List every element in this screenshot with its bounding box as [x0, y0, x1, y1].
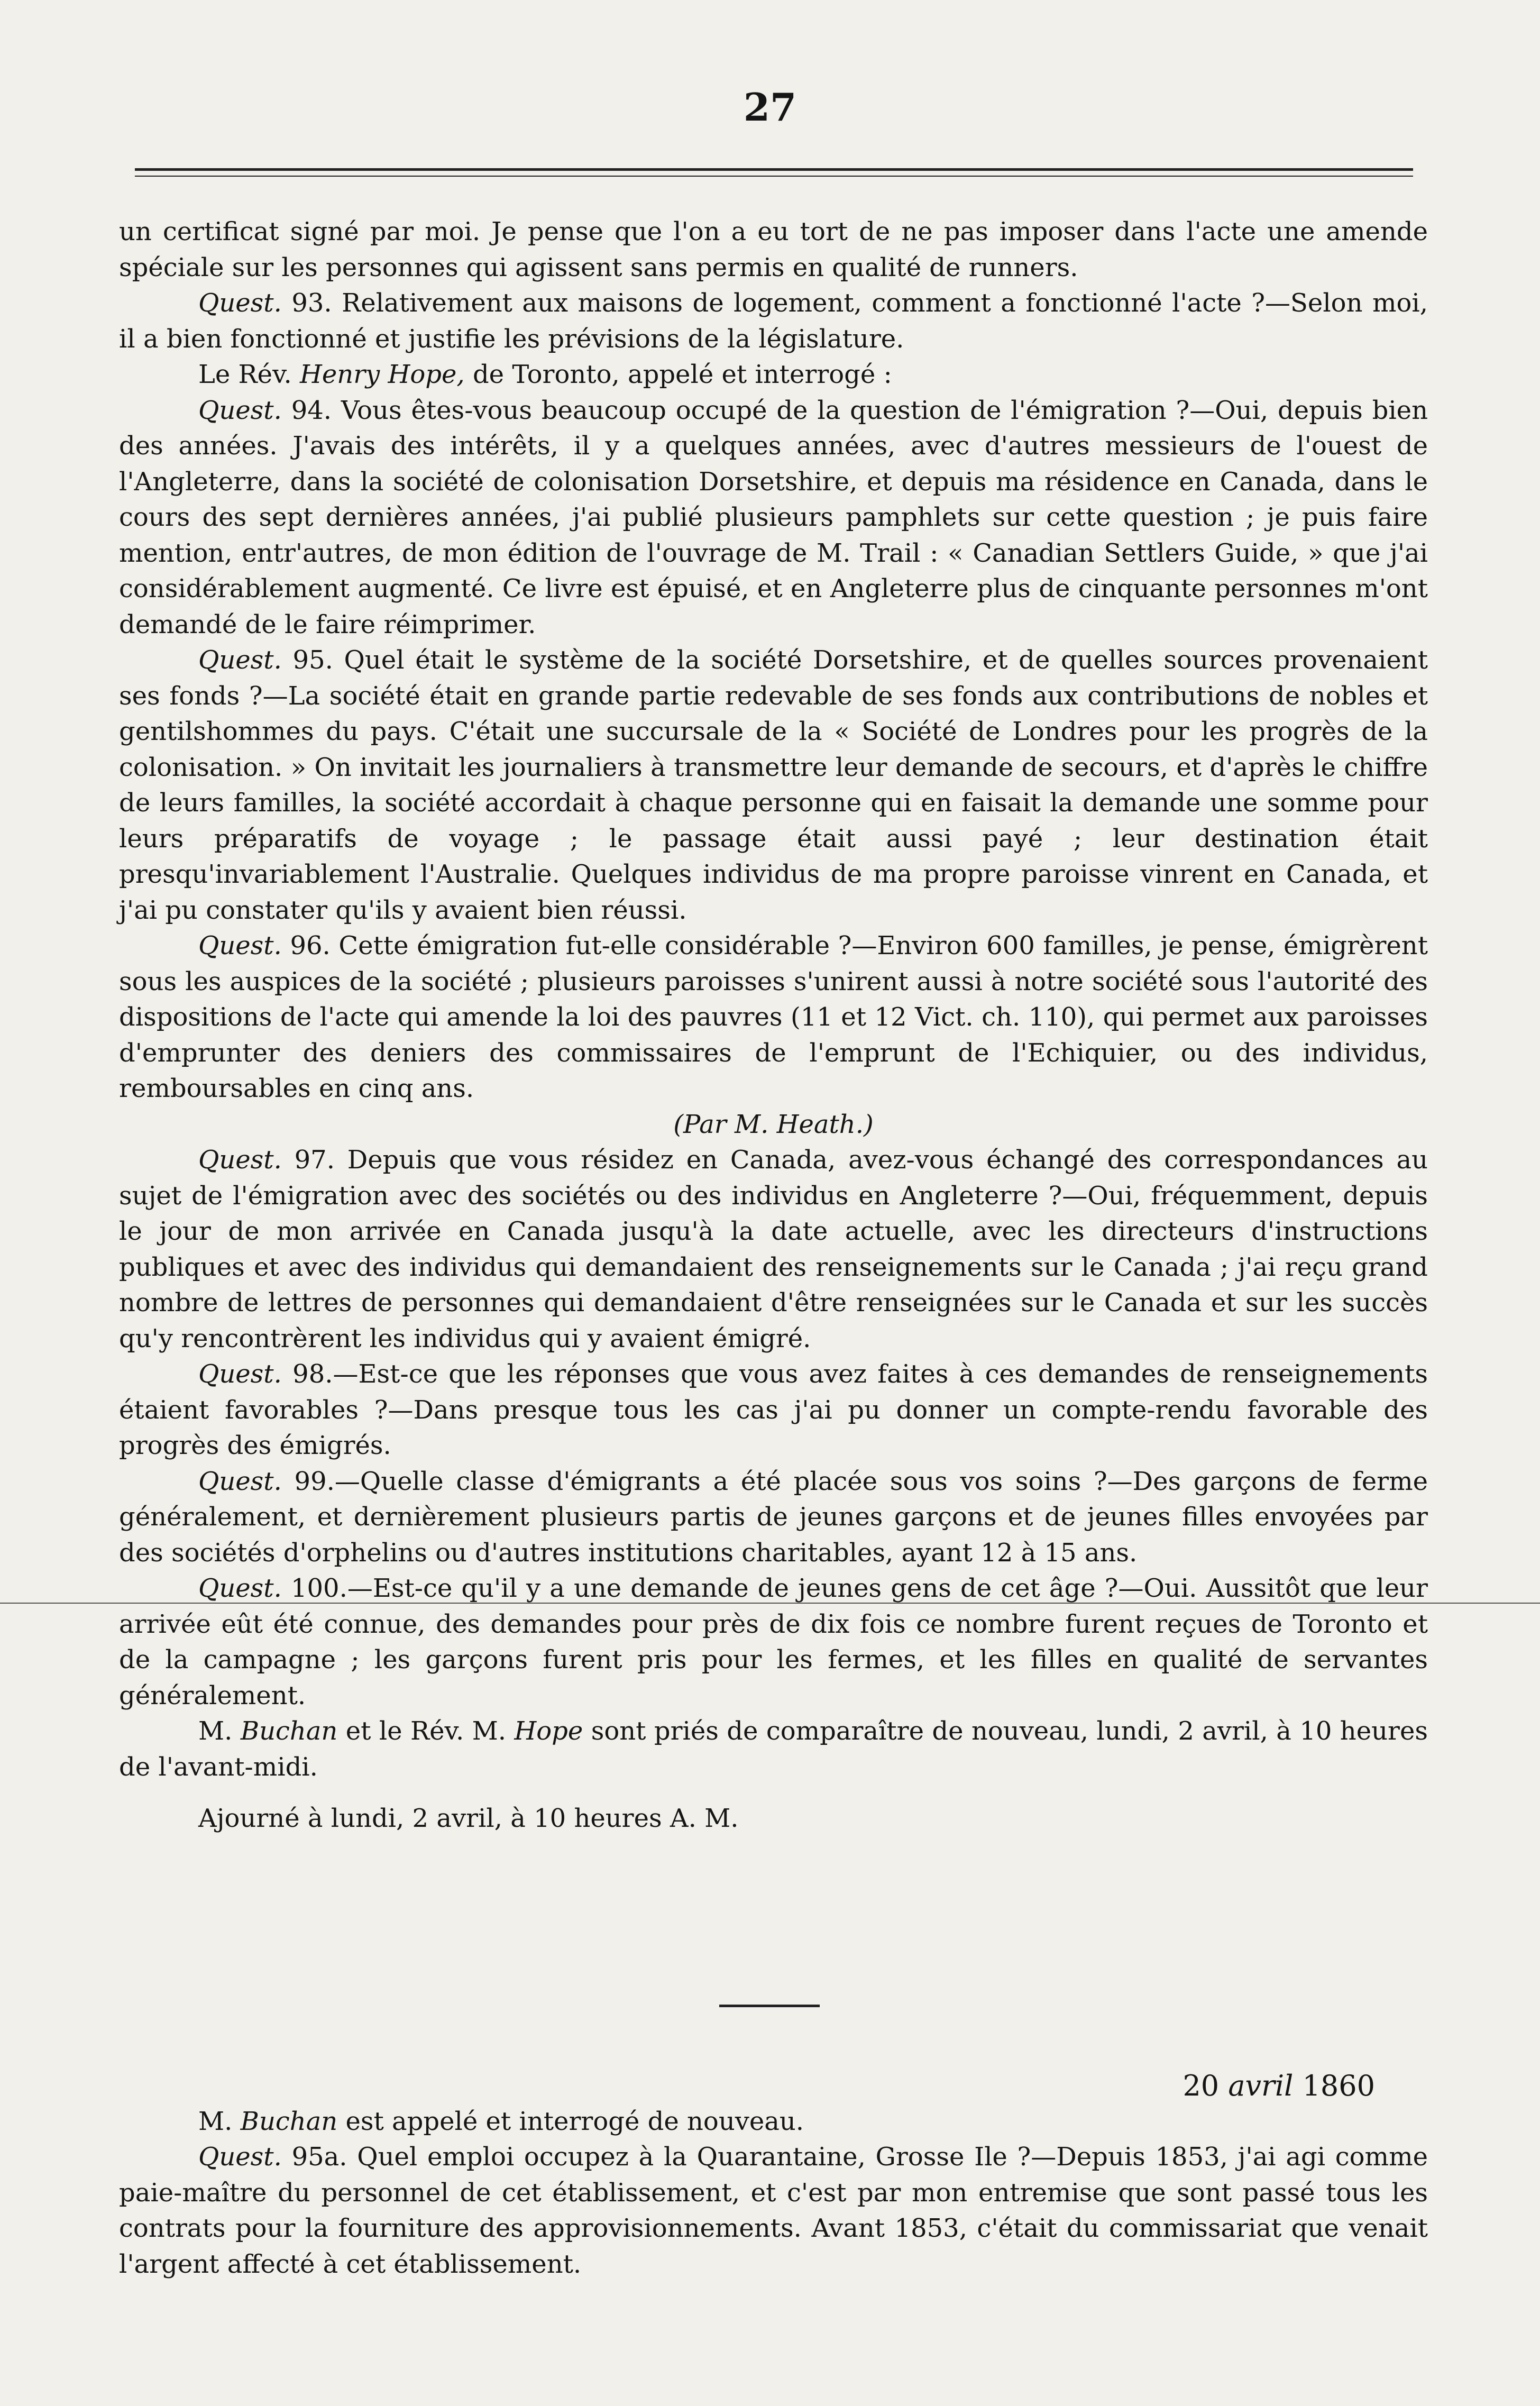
question-100: Quest. 100.—Est-ce qu'il y a une demande de jeunes gens de cet âge ?—Oui. Aussitôt que leur arrivée eût été connue, des demandes pour près de dix fois ce nombre furent reçues de Toronto et de la campagne ; les garçons furent pris pour les fermes, et les filles en qualité de servantes généralement. — [119, 1573, 1428, 1710]
section-separator — [719, 2005, 820, 2007]
paragraph-continuation: un certificat signé par moi. Je pense que l'on a eu tort de ne pas imposer dans l'acte une amende spéciale sur les personnes qui agissent sans permis en qualité de runners. — [119, 217, 1428, 282]
question-96: Quest. 96. Cette émigration fut-elle considérable ?—Environ 600 familles, je pense, émigrèrent sous les auspices de la société ; plusieurs paroisses s'unirent aussi à notre société sous l'autorité des dispositions de l'acte qui amende la loi des pauvres (11 et 12 Vict. ch. 110), qui permet aux paroisses d'emprunter des deniers des commissaires de l'emprunt de l'Echiquier, ou des individus, remboursables en cinq ans. — [119, 931, 1428, 1103]
question-95a: Quest. 95a. Quel emploi occupez à la Quarantaine, Grosse Ile ?—Depuis 1853, j'ai agi comme paie-maître du personnel de cet établissement, et c'est par mon entremise que sont passé tous les contrats pour la fourniture des approvisionnements. Avant 1853, c'était du commissariat que venait l'argent affecté à cet établissement. — [119, 2142, 1428, 2279]
document-body-second-session — [119, 2052, 1428, 2282]
question-98: Quest. 98.—Est-ce que les réponses que vous avez faites à ces demandes de renseignements étaient favorables ?—Dans presque tous les cas j'ai pu donner un compte-rendu favorable des progrès des émigrés. — [119, 1359, 1428, 1460]
question-95: Quest. 95. Quel était le système de la société Dorsetshire, et de quelles sources provenaient ses fonds ?—La société était en grande partie redevable de ses fonds aux contributions de nobles et gentilshommes du pays. C'était une succursale de la « Société de Londres pour les progrès de la colonisation. » On invitait les journaliers à transmettre leur demande de secours, et d'après le chiffre de leurs familles, la société accordait à chaque personne qui en faisait la demande une somme pour leurs préparatifs de voyage ; le passage était aussi payé ; leur destination était presqu'invariablement l'Australie. Quelques individus de ma propre paroisse vinrent en Canada, et j'ai pu constater qu'ils y avaient bien réussi. — [119, 645, 1428, 925]
page-number: 27 — [743, 85, 797, 130]
question-97: Quest. 97. Depuis que vous résidez en Canada, avez-vous échangé des correspondances au sujet de l'émigration avec des sociétés ou des individus en Angleterre ?—Oui, fréquemment, depuis le jour de mon arrivée en Canada jusqu'à la date actuelle, avec les directeurs d'instructions publiques et avec des individus qui demandaient des renseignements sur le Canada ; j'ai reçu grand nombre de lettres de personnes qui demandaient d'être renseignées sur le Canada et sur les succès qu'y rencontrèrent les individus qui y avaient émigré. — [119, 1145, 1428, 1353]
question-99: Quest. 99.—Quelle classe d'émigrants a été placée sous vos soins ?—Des garçons de ferme généralement, et dernièrement plusieurs partis de jeunes garçons et de jeunes filles envoyées par des sociétés d'orphelins ou d'autres institutions charitables, ayant 12 à 15 ans. — [119, 1466, 1428, 1568]
question-94: Quest. 94. Vous êtes-vous beaucoup occupé de la question de l'émigration ?—Oui, depuis bien des années. J'avais des intérêts, il y a quelques années, avec d'autres messieurs de l'ouest de l'Angleterre, dans la société de colonisation Dorsetshire, et depuis ma résidence en Canada, dans le cours des sept dernières années, j'ai publié plusieurs pamphlets sur cette question ; je puis faire mention, entr'autres, de mon édition de l'ouvrage de M. Trail : « Canadian Settlers Guide, » que j'ai considérablement augmenté. Ce livre est épuisé, et en Angleterre plus de cinquante personnes m'ont demandé de le faire réimprimer. — [119, 395, 1428, 639]
scan-line — [0, 1603, 1540, 1604]
header-rule — [135, 168, 1413, 177]
recall-notice: M. Buchan et le Rév. M. Hope sont priés de comparaître de nouveau, lundi, 2 avril, à 10 heures de l'avant-midi. — [119, 1716, 1428, 1782]
adjournment-note: Ajourné à lundi, 2 avril, à 10 heures A. M. — [198, 1804, 739, 1833]
examiner-heading: (Par M. Heath.) — [673, 1109, 874, 1139]
witness-intro-buchan: M. Buchan est appelé et interrogé de nouveau. — [198, 2106, 804, 2136]
document-body — [119, 214, 1428, 1837]
question-93: Quest. 93. Relativement aux maisons de logement, comment a fonctionné l'acte ?—Selon moi, il a bien fonctionné et justifie les prévisions de la législature. — [119, 288, 1428, 354]
witness-intro-hope: Le Rév. Henry Hope, de Toronto, appelé et interrogé : — [198, 360, 892, 389]
session-date: 20 avril 1860 — [1182, 2069, 1375, 2102]
